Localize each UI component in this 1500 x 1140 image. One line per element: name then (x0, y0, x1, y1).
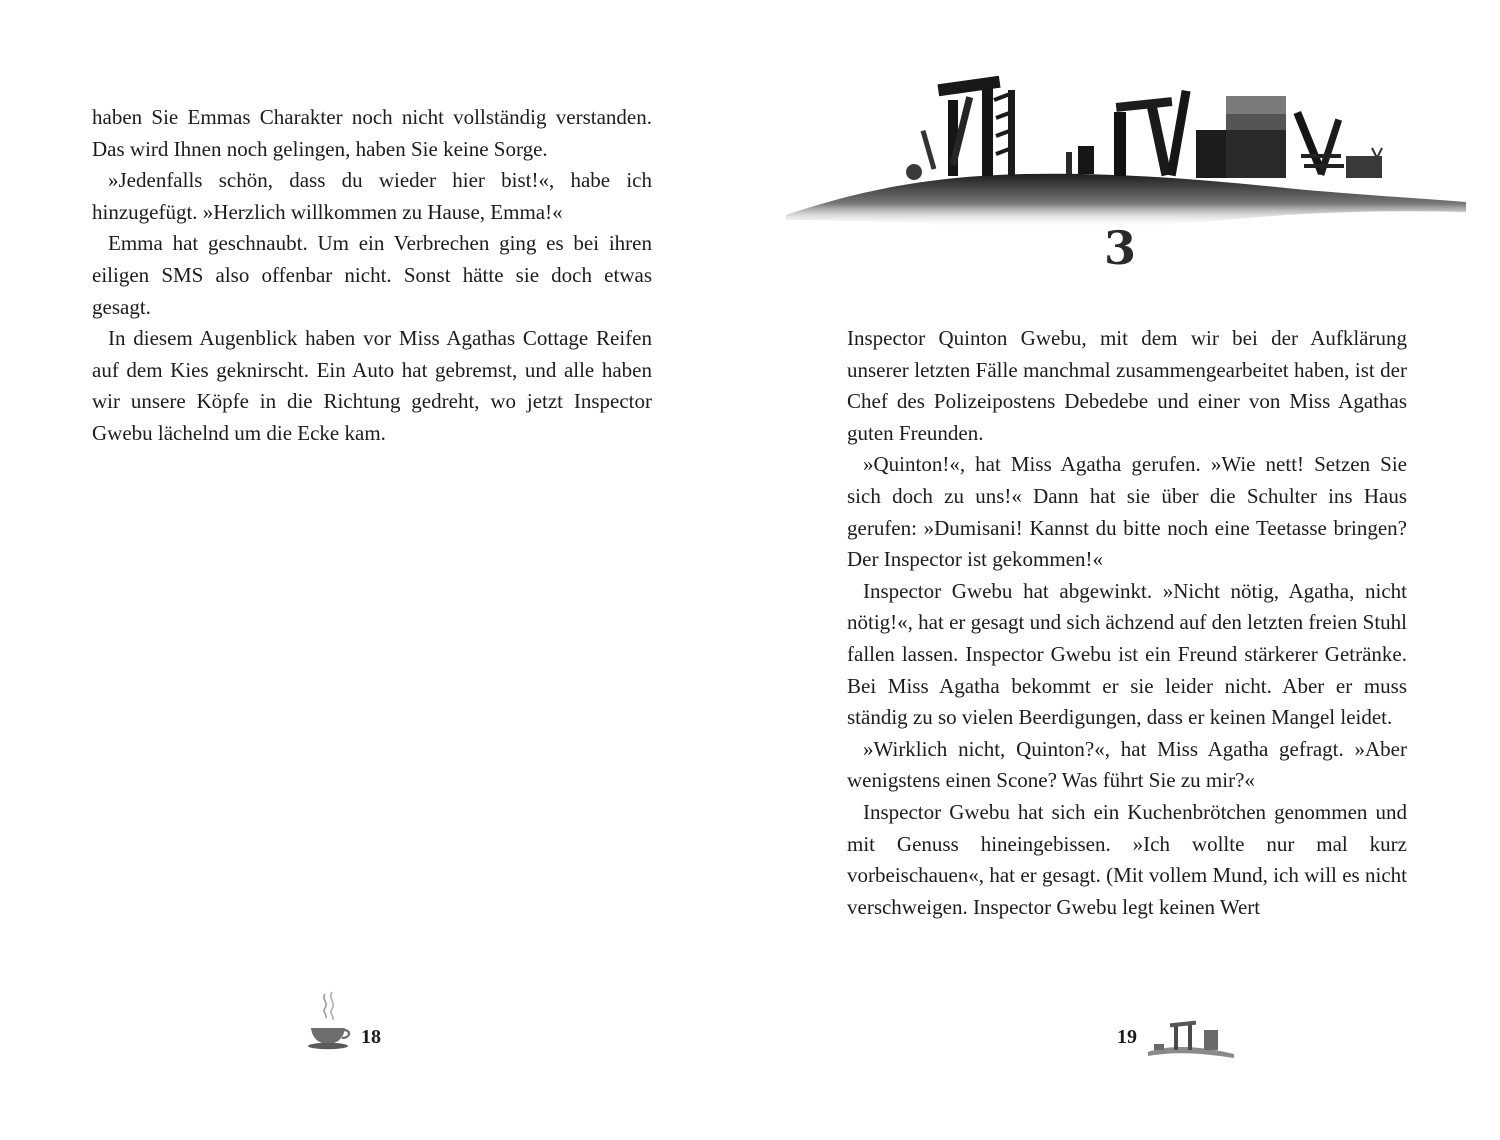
paragraph: »Quinton!«, hat Miss Agatha gerufen. »Wie nett! Setzen Sie sich doch zu uns!« Dann hat sie über die Schulter ins Haus gerufen: »Dumisani! Kannst du bitte noch eine Teetasse bringen? Der Inspector ist gekommen!« (847, 452, 1407, 572)
paragraph: Inspector Quinton Gwebu, mit dem wir bei der Aufklärung unserer letzten Fälle manchmal zusammengearbeitet haben, ist der Chef des Polizeipostens Debedebe und einer von Miss Agathas guten Freunden. (847, 326, 1407, 445)
ruins-landscape-illustration (786, 60, 1466, 230)
paragraph: Inspector Gwebu hat sich ein Kuchenbrötchen genommen und mit Genuss hineingebissen. »Ich wollte nur mal kurz vorbeischauen«, hat er gesagt. (Mit vollem Mund, ich will es nicht verschweigen. Inspector Gwebu legt keinen Wert (847, 799, 1407, 919)
small-ruins-icon (1146, 1008, 1236, 1060)
teacup-icon (305, 990, 351, 1052)
left-page-text (92, 102, 652, 450)
chapter-number: 3 (1103, 221, 1136, 275)
page-number: 19 (1117, 1026, 1137, 1048)
page-number: 18 (361, 1026, 381, 1048)
paragraph: haben Sie Emmas Charakter noch nicht vollständig verstanden. Das wird Ihnen noch gelingen, haben Sie keine Sorge. (92, 105, 652, 161)
right-page-text (847, 323, 1407, 923)
right-page (750, 0, 1500, 1140)
paragraph: Emma hat geschnaubt. Um ein Verbrechen ging es bei ihren eiligen SMS also offenbar nicht. Sonst hätte sie doch etwas gesagt. (92, 231, 652, 319)
paragraph: In diesem Augenblick haben vor Miss Agathas Cottage Reifen auf dem Kies geknirscht. Ein Auto hat gebremst, und alle haben wir unsere Köpfe in die Richtung gedreht, wo jetzt Inspector Gwebu lächelnd um die Ecke kam. (92, 326, 652, 445)
paragraph: Inspector Gwebu hat abgewinkt. »Nicht nötig, Agatha, nicht nötig!«, hat er gesagt und sich ächzend auf den letzten freien Stuhl fallen lassen. Inspector Gwebu ist ein Freund stärkerer Getränke. Bei Miss Agatha bekommt er sie leider nicht. Aber er muss ständig zu so vielen Beerdigungen, dass er keinen Mangel leidet. (847, 578, 1407, 730)
paragraph: »Wirklich nicht, Quinton?«, hat Miss Agatha gefragt. »Aber wenigstens einen Scone? Was führt Sie zu mir?« (847, 736, 1407, 793)
paragraph: »Jedenfalls schön, dass du wieder hier bist!«, habe ich hinzugefügt. »Herzlich willkommen zu Hause, Emma!« (92, 168, 652, 224)
